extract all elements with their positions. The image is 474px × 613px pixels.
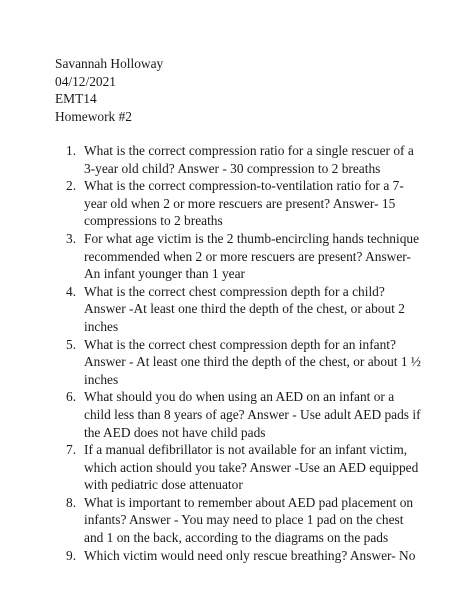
question-text-line: with pediatric dose attenuator — [84, 477, 243, 493]
question-text-line: recommended when 2 or more rescuers are present? Answer- — [84, 248, 411, 264]
student-name: Savannah Holloway — [55, 56, 164, 71]
question-text-line: which action should you take? Answer -Use an AED equipped — [84, 459, 419, 475]
question-text-line: If a manual defibrillator is not available for an infant victim, — [84, 442, 408, 458]
question-item — [0, 283, 414, 336]
question-number: 3. — [66, 230, 77, 246]
question-text-line: Answer - At least one third the depth of the chest, or about 1 ½ — [84, 354, 421, 370]
question-number: 7. — [66, 442, 77, 458]
question-text-line: For what age victim is the 2 thumb-encircling hands technique — [84, 230, 420, 246]
question-text-line: What is the correct chest compression depth for a child? — [84, 283, 385, 299]
question-text-line: compressions to 2 breaths — [84, 213, 223, 229]
question-text-line: What should you do when using an AED on an infant or a — [84, 389, 395, 405]
question-text-line: child less than 8 years of age? Answer - Use adult AED pads if — [84, 406, 421, 422]
question-text-line: Which victim would need only rescue breathing? Answer- No — [84, 547, 416, 563]
course-code: EMT14 — [55, 91, 97, 107]
question-text-line: What is the correct compression ratio for a single rescuer of a — [84, 143, 414, 158]
question-text-line: An infant younger than 1 year — [84, 266, 246, 282]
question-text-line: year old when 2 or more rescuers are present? Answer- 15 — [84, 195, 396, 211]
question-text-line: What is important to remember about AED pad placement on — [84, 494, 414, 510]
question-number: 9. — [66, 547, 77, 563]
question-item — [0, 230, 420, 283]
question-item — [0, 142, 414, 177]
question-item — [0, 336, 421, 389]
question-item — [0, 177, 414, 230]
question-text-line: What is the correct chest compression depth for an infant? — [84, 336, 396, 352]
question-text-line: infants? Answer - You may need to place 1 pad on the chest — [84, 512, 404, 528]
question-text-line: and 1 on the back, according to the diagrams on the pads — [84, 530, 389, 546]
question-number: 6. — [66, 389, 77, 405]
question-text-line: the AED does not have child pads — [84, 424, 266, 440]
question-item — [0, 547, 414, 565]
question-number: 2. — [66, 178, 77, 194]
question-item — [0, 494, 414, 547]
question-item — [0, 441, 419, 494]
assignment-title: Homework #2 — [55, 108, 132, 124]
question-number: 1. — [66, 143, 77, 158]
question-text-line: 3-year old child? Answer - 30 compression to 2 breaths — [84, 160, 381, 176]
question-text-line: inches — [84, 318, 119, 334]
question-text-line: inches — [84, 371, 119, 387]
question-number: 8. — [66, 494, 77, 510]
question-number: 4. — [66, 283, 77, 299]
assignment-date: 04/12/2021 — [55, 73, 117, 89]
document-header — [55, 55, 163, 125]
question-text-line: What is the correct compression-to-ventilation ratio for a 7- — [84, 178, 404, 194]
question-text-line: Answer -At least one third the depth of the chest, or about 2 — [84, 301, 405, 317]
question-list — [0, 142, 474, 564]
question-number: 5. — [66, 336, 77, 352]
question-item — [0, 388, 421, 441]
